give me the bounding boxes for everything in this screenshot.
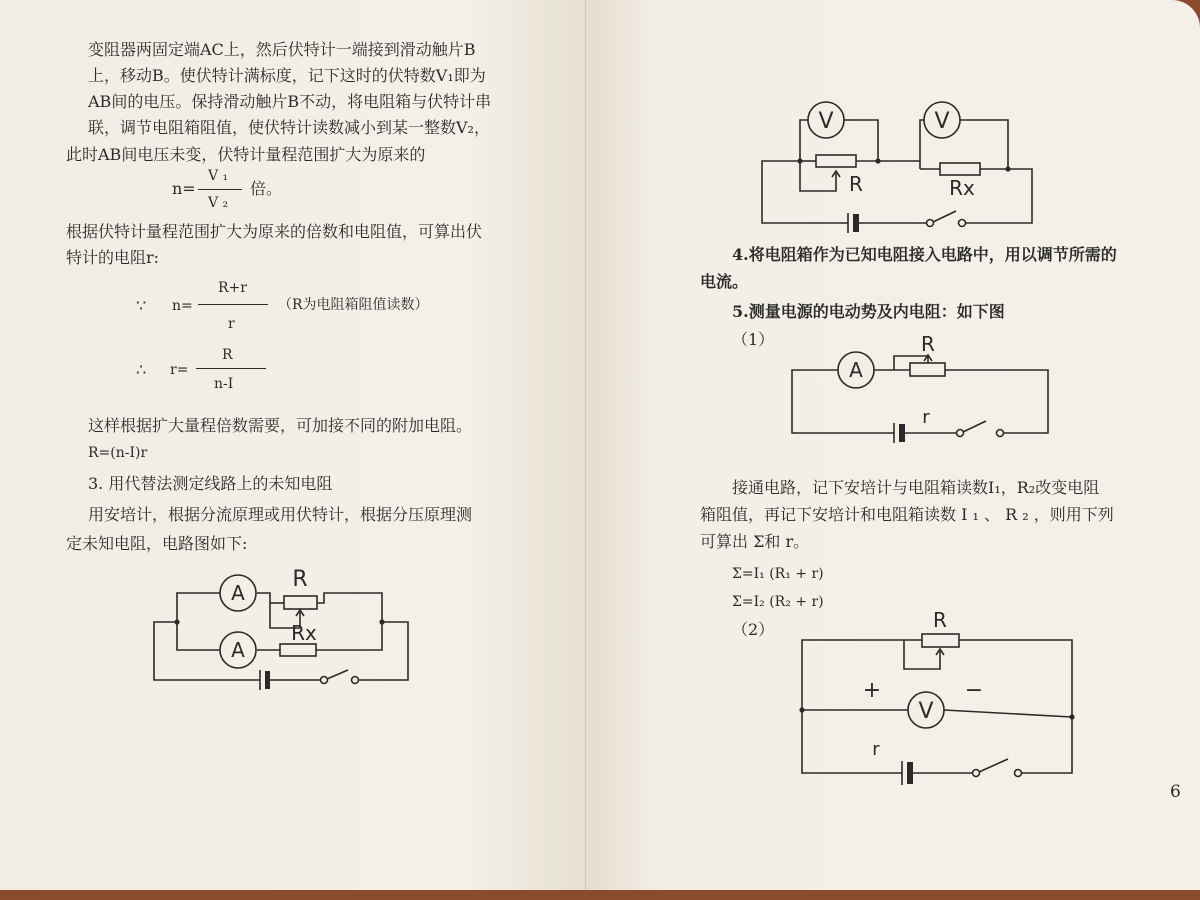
para4-line2: 定未知电阻，电路图如下: <box>66 534 248 553</box>
formula2-numerator: R+r <box>218 280 247 296</box>
formula2-denominator: r <box>228 316 235 332</box>
internal-resistance-2-label: r <box>872 739 880 760</box>
para2-line1: 根据伏特计量程范围扩大为原来的倍数和电阻值，可算出伏 <box>66 222 483 241</box>
formula1-denominator: V ₂ <box>208 195 229 211</box>
para1-line3: AB间的电压。保持滑动触片B不动，将电阻箱与伏特计串 <box>88 92 492 111</box>
rheostat-r <box>284 596 317 609</box>
emf-voltmeter-circuit-diagram <box>796 605 1086 795</box>
para3: 这样根据扩大量程倍数需要，可加接不同的附加电阻。 <box>88 416 473 435</box>
formula2-lhs: n= <box>172 298 193 314</box>
item4-line1: 4.将电阻箱作为已知电阻接入电路中，用以调节所需的 <box>732 245 1117 264</box>
voltmeter-2-label: V <box>934 109 950 134</box>
para1-line4: 联，调节电阻箱阻值，使伏特计读数减小到某一整数V₂， <box>88 118 490 137</box>
resistor-rx <box>280 644 316 656</box>
equation-2: Σ=I₂ (R₂ + r) <box>732 594 824 610</box>
label-1: （1） <box>732 330 775 349</box>
formula3-denominator: n-I <box>214 376 234 392</box>
para5-line1: 接通电路，记下安培计与电阻箱读数I₁，R₂改变电阻 <box>732 478 1100 497</box>
para4-line1: 用安培计，根据分流原理或用伏特计，根据分压原理测 <box>88 505 473 524</box>
because-symbol: ∵ <box>136 296 147 315</box>
ammeter-label: A <box>849 358 863 382</box>
emf-ammeter-circuit-diagram <box>786 332 1056 450</box>
rheostat-top <box>816 155 856 167</box>
para1-line5: 此时AB间电压未变，伏特计量程范围扩大为原来的 <box>66 145 426 164</box>
para1-line1: 变阻器两固定端AC上，然后伏特计一端接到滑动触片B <box>88 40 476 59</box>
formula1-lhs: n= <box>172 179 196 198</box>
formula2-fraction-bar <box>198 304 268 305</box>
equation-1: Σ=I₁ (R₁ + r) <box>732 566 824 582</box>
formula4: R=(n-I)r <box>88 445 148 461</box>
resistor-rx-top <box>940 163 980 175</box>
para2-line2: 特计的电阻r: <box>66 248 160 267</box>
substitution-circuit-diagram <box>140 560 430 700</box>
rx-top-label: Rx <box>949 176 975 200</box>
rheostat-top-label: R <box>849 172 863 196</box>
plus-terminal-label: + <box>862 678 882 703</box>
formula3-numerator: R <box>222 347 233 363</box>
right-page <box>586 0 1200 890</box>
voltmeter-1-label: V <box>818 109 834 134</box>
formula1-suffix: 倍。 <box>250 179 283 198</box>
formula2-note: （R为电阻箱阻值读数） <box>278 297 429 313</box>
ammeter-1-label: A <box>231 581 245 605</box>
formula1-fraction-bar <box>198 189 242 190</box>
therefore-symbol: ∴ <box>136 360 147 379</box>
rheostat-1 <box>910 363 945 376</box>
left-page <box>0 0 586 890</box>
voltmeter-label: V <box>918 699 934 724</box>
label-2: （2） <box>732 620 775 639</box>
ammeter-2-label: A <box>231 638 245 662</box>
rheostat-2 <box>922 634 959 647</box>
rheostat-1-label: R <box>921 332 935 356</box>
page-number: 6 <box>1170 782 1181 802</box>
voltmeter-circuit-diagram <box>756 95 1046 235</box>
formula3-fraction-bar <box>196 368 266 369</box>
internal-resistance-1-label: r <box>922 407 930 428</box>
item5-title: 5.测量电源的电动势及内电阻：如下图 <box>732 302 1005 321</box>
rheostat-2-label: R <box>933 608 947 632</box>
section3-title: 3. 用代替法测定线路上的未知电阻 <box>88 474 333 493</box>
formula1-numerator: V ₁ <box>208 168 229 184</box>
minus-terminal-label: − <box>964 678 984 703</box>
para1-line2: 上，移动B。使伏特计满标度，记下这时的伏特数V₁即为 <box>88 66 486 85</box>
para5-line2: 箱阻值，再记下安培计和电阻箱读数 I ₁ 、 R ₂ ，则用下列 <box>700 505 1114 524</box>
item4-line2: 电流。 <box>700 272 749 291</box>
rheostat-label: R <box>292 567 308 592</box>
para5-line3: 可算出 Σ和 r。 <box>700 532 810 551</box>
rx-label: Rx <box>291 621 317 645</box>
formula3-lhs: r= <box>170 362 189 378</box>
